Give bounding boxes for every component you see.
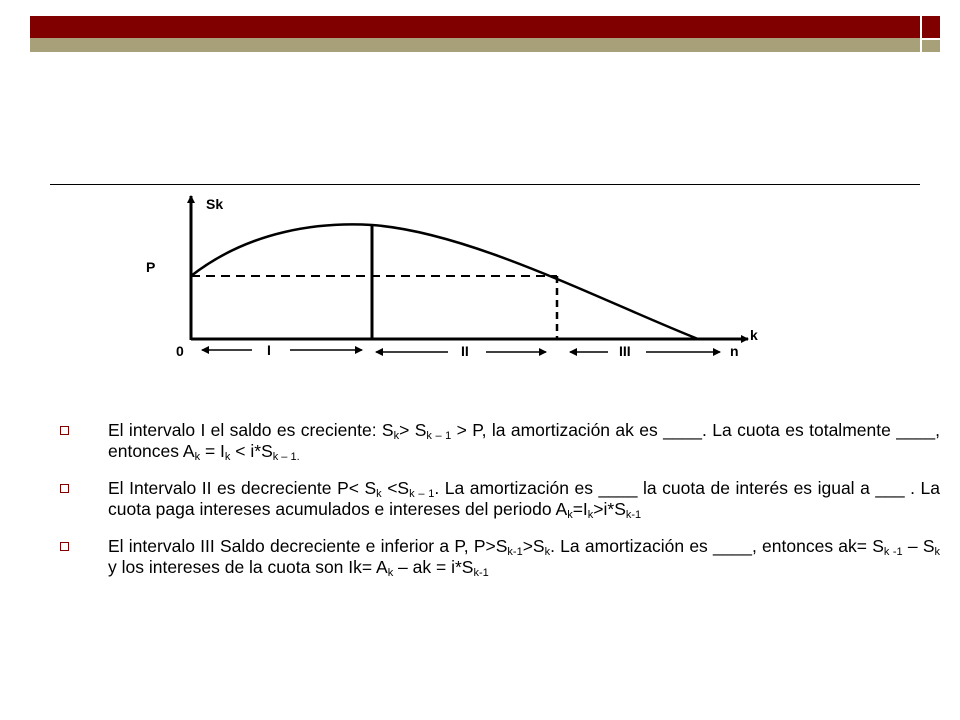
square-bullet-icon — [60, 542, 69, 551]
balance-curve — [191, 224, 698, 339]
square-bullet-icon — [60, 426, 69, 435]
x-axis-label: k — [750, 327, 758, 343]
square-bullet-icon — [60, 484, 69, 493]
bullet-item-interval-iii: El intervalo III Saldo decreciente e inferior a P, $P>S_{k-1}>S_k$. La amortización es ____, entonces $ak= S_{k -1} - S_k$ y los intereses de la cuota son $Ik= A_k$ – ak = $i*S_{k-1}$ — [58, 536, 940, 578]
n-label: n — [730, 343, 739, 359]
bullet-item-interval-ii: El Intervalo II es decreciente $P< S_k <S_{k - 1}$. La amortización es ____ la cuota de interés es igual a ___ . La cuota paga intereses acumulados e intereses del periodo $A_k=I_k>i*S_{k-1}$ — [58, 478, 940, 520]
bullet-list — [58, 420, 940, 594]
interval-i-label: I — [267, 342, 271, 358]
y-axis-label: Sk — [206, 196, 224, 212]
bullet-item-interval-i: El intervalo I el saldo es creciente: $S_k> S_{k - 1} > P$, la amortización ak es ____. La cuota es totalmente ____, entonces $A_k = I_k < i*S_{k - 1.}$ — [58, 420, 940, 462]
origin-label: 0 — [176, 343, 184, 359]
p-label: P — [146, 259, 156, 275]
interval-ii-label: II — [461, 343, 469, 359]
interval-iii-label: III — [619, 343, 631, 359]
